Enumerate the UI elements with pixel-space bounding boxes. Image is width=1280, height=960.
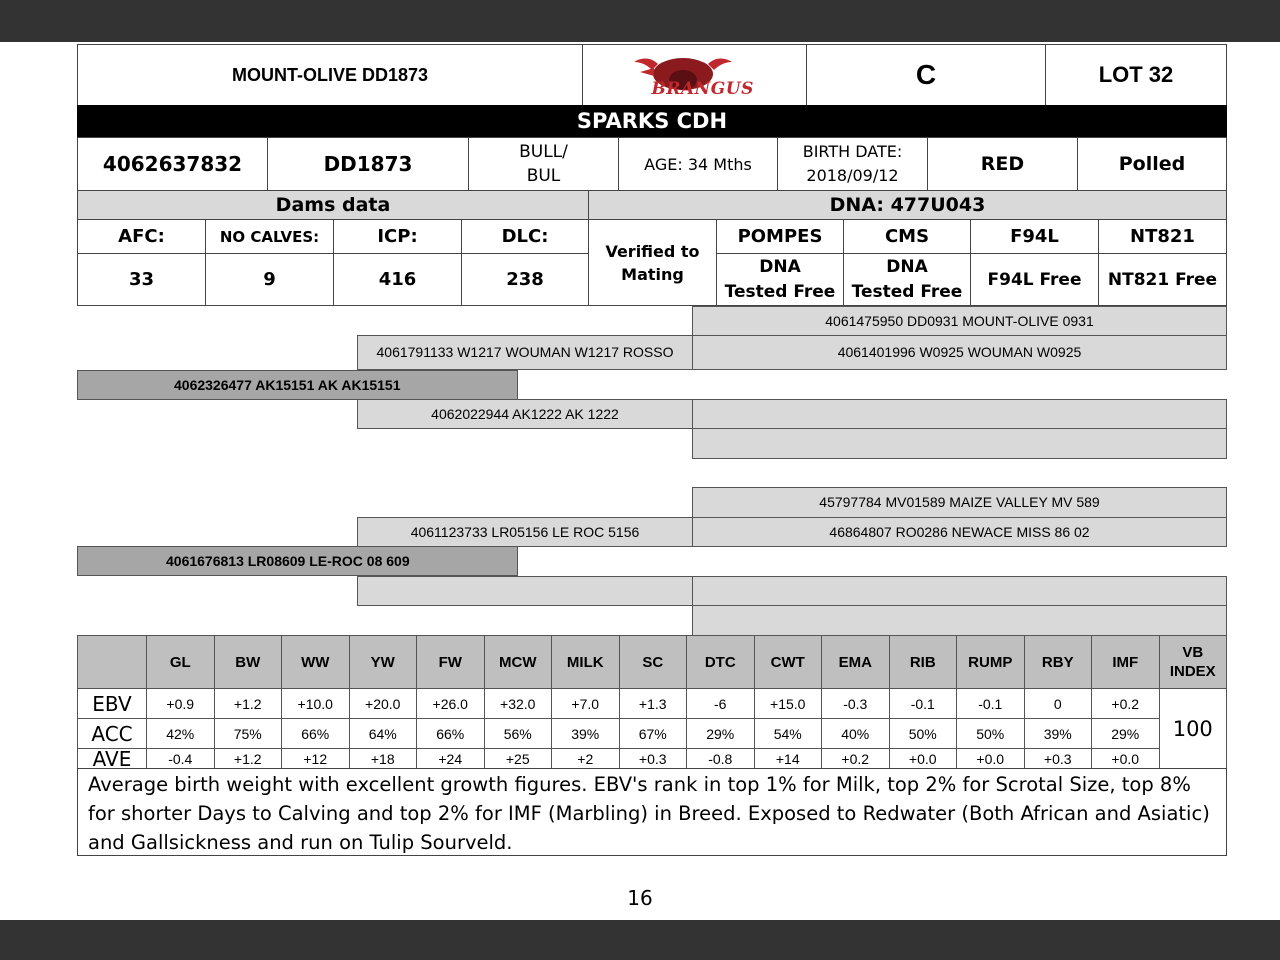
ebv-cell-ave-cwt: [754, 748, 823, 769]
ebv-col-header-ema: [821, 635, 890, 689]
colour-cell: [927, 137, 1078, 191]
pompes-result: [716, 253, 844, 306]
ebv-cell-ave-dtc: [686, 748, 755, 769]
icp-value: 416: [378, 269, 417, 290]
icp-value-cell: [333, 253, 462, 306]
ebv-cell-acc-rump: [956, 718, 1025, 749]
dlc-header: [461, 219, 589, 254]
ebv-cell-acc-imf: [1091, 718, 1160, 749]
pedigree-dsd: [692, 517, 1227, 547]
ebv-cell-acc-ema: [821, 718, 890, 749]
pedigree-sds: [692, 399, 1227, 429]
horn-cell: [1077, 137, 1227, 191]
ebv-col-header-gl: [146, 635, 215, 689]
comments-text: Average birth weight with excellent growth figures. EBV's rank in top 1% for Milk, top 2% for Scrotal Size, top 8% for shorter Days to Calving and top 2% for IMF (Marbling) in Breed. Exposed to Redwater (Both African and Asiatic) and Gallsickness and run on Tulip Sourveld.: [88, 773, 1210, 854]
ebv-cell-ave-rump: [956, 748, 1025, 769]
ebv-cell-ave-sc: [619, 748, 688, 769]
logo-cell: [582, 44, 807, 106]
ebv-col-header-milk-text: MILK: [566, 653, 604, 671]
ebv-col-header-rump-text: RUMP: [968, 653, 1013, 671]
pedigree-dss-text: 45797784 MV01589 MAIZE VALLEY MV 589: [819, 494, 1100, 510]
animal-name-cell: [77, 44, 583, 106]
pedigree-sss: [692, 306, 1227, 336]
ebv-cell-acc-gl-text: 42%: [166, 725, 195, 742]
ebv-col-header-milk: [551, 635, 620, 689]
ebv-cell-ave-bw: [214, 748, 283, 769]
ebv-cell-ave-mcw: [484, 748, 553, 769]
animal-name: MOUNT-OLIVE DD1873: [231, 64, 429, 85]
ebv-cell-acc-mcw-text: 56%: [503, 725, 532, 742]
afc-header: [77, 219, 206, 254]
calves-value-cell: [205, 253, 334, 306]
pedigree-dd: [357, 576, 693, 606]
pedigree-sdd: [692, 428, 1227, 459]
verified-line1: Verified to: [605, 241, 700, 261]
age: AGE: 34 Mths: [644, 154, 752, 174]
ebv-cell-ave-bw-text: +1.2: [233, 750, 262, 767]
verified-line2: Mating: [621, 264, 684, 284]
pedigree-sire-text: 4062326477 AK15151 AK AK15151: [174, 376, 401, 393]
ebv-cell-ave-ww: [281, 748, 350, 769]
pedigree-dss: [692, 487, 1227, 518]
ebv-cell-ebv-gl: [146, 688, 215, 719]
afc-label: AFC:: [118, 226, 165, 247]
ebv-col-header-rby-text: RBY: [1041, 653, 1074, 671]
ebv-table: [77, 635, 1227, 769]
title-bar: [77, 105, 1227, 137]
page-number: [590, 886, 690, 914]
ebv-corner: [77, 635, 147, 689]
cms-result: [843, 253, 971, 306]
pompes-header: [716, 219, 844, 254]
ebv-col-header-ww: [281, 635, 350, 689]
ebv-cell-acc-rib-text: 50%: [908, 725, 937, 742]
dna-number: DNA: 477U043: [829, 194, 986, 216]
pedigree-dam: [77, 546, 518, 576]
ebv-cell-acc-rib: [889, 718, 958, 749]
pedigree-dsd-text: 46864807 RO0286 NEWACE MISS 86 02: [829, 523, 1090, 540]
ebv-cell-acc-yw-text: 64%: [368, 725, 397, 742]
ebv-cell-acc-bw: [214, 718, 283, 749]
ebv-col-header-cwt-text: CWT: [770, 653, 805, 671]
page-number-text: 16: [627, 886, 653, 910]
ebv-cell-ave-yw-text: +18: [370, 750, 395, 767]
ebv-row-label-ave: [77, 748, 147, 769]
pedigree-ds-text: 4061123733 LR05156 LE ROC 5156: [410, 523, 640, 540]
dna-header: [588, 190, 1227, 220]
ebv-cell-ebv-rump: [956, 688, 1025, 719]
pedigree-dds: [692, 576, 1227, 606]
ebv-col-header-fw: [416, 635, 485, 689]
pedigree-sd-text: 4062022944 AK1222 AK 1222: [431, 405, 619, 422]
sex-line2: BUL: [526, 166, 561, 186]
dams-data-header: [77, 190, 589, 220]
ebv-cell-ebv-fw-text: +26.0: [432, 695, 468, 712]
f94l-header: [970, 219, 1099, 254]
ebv-row-label-ebv-text: EBV: [92, 691, 132, 716]
ebv-col-header-bw-text: BW: [235, 653, 261, 671]
birth-date-cell: [777, 137, 928, 191]
ebv-cell-ebv-yw-text: +20.0: [365, 695, 401, 712]
ebv-col-header-cwt: [754, 635, 823, 689]
ebv-cell-acc-ema-text: 40%: [841, 725, 870, 742]
pedigree-ss: [357, 335, 693, 370]
ebv-cell-acc-ww-text: 66%: [301, 725, 330, 742]
brangus-logo: [620, 50, 770, 100]
ebv-cell-ebv-fw: [416, 688, 485, 719]
ebv-cell-acc-rby-text: 39%: [1043, 725, 1072, 742]
ebv-cell-acc-mcw: [484, 718, 553, 749]
ebv-col-header-dtc: [686, 635, 755, 689]
ebv-row-label-ave-text: AVE: [92, 746, 132, 771]
ebv-cell-ave-sc-text: +0.3: [638, 750, 667, 767]
ebv-cell-ebv-imf-text: +0.2: [1111, 695, 1140, 712]
ebv-col-header-sc: [619, 635, 688, 689]
vb-index-header-index_header_line1: VB: [1182, 644, 1204, 661]
ebv-cell-ebv-rib: [889, 688, 958, 719]
ebv-cell-ave-dtc-text: -0.8: [708, 750, 733, 767]
ebv-cell-ave-ema: [821, 748, 890, 769]
cms-result-line1: DNA: [886, 256, 928, 277]
ebv-cell-acc-bw-text: 75%: [233, 725, 262, 742]
reg-number: 4062637832: [102, 152, 243, 176]
grade: C: [915, 59, 937, 90]
pedigree-ssd-text: 4061401996 W0925 WOUMAN W0925: [837, 344, 1082, 360]
pedigree-sd: [357, 399, 693, 429]
ebv-cell-acc-dtc-text: 29%: [706, 725, 735, 742]
ebv-cell-ave-rib-text: +0.0: [908, 750, 937, 767]
ebv-cell-ebv-cwt: [754, 688, 823, 719]
nt821-result-text: NT821 Free: [1107, 269, 1218, 290]
ebv-cell-ebv-rib-text: -0.1: [910, 695, 935, 712]
ebv-cell-ebv-bw-text: +1.2: [233, 695, 262, 712]
cms-result-line2: Tested Free: [851, 281, 963, 302]
viewer-top-bar: [0, 0, 1280, 42]
ebv-cell-acc-gl: [146, 718, 215, 749]
calves-label: NO CALVES:: [219, 227, 320, 246]
colour: RED: [980, 153, 1025, 175]
ebv-cell-acc-cwt-text: 54%: [773, 725, 802, 742]
reg-number-cell: [77, 137, 268, 191]
ebv-cell-acc-fw: [416, 718, 485, 749]
ebv-col-header-mcw-text: MCW: [499, 653, 537, 671]
ebv-cell-acc-ww: [281, 718, 350, 749]
age-cell: [618, 137, 778, 191]
pedigree-ddd: [692, 605, 1227, 636]
vb-index-value-text: 100: [1172, 716, 1213, 741]
id-cell: [267, 137, 469, 191]
dlc-value: 238: [506, 269, 544, 290]
animal-id: DD1873: [323, 152, 413, 176]
ebv-col-header-mcw: [484, 635, 553, 689]
f94l-result: [970, 253, 1099, 306]
pedigree-ssd: [692, 335, 1227, 370]
cms-header: [843, 219, 971, 254]
ebv-cell-ebv-cwt-text: +15.0: [770, 695, 806, 712]
ebv-cell-ebv-ema-text: -0.3: [843, 695, 868, 712]
ebv-col-header-rump: [956, 635, 1025, 689]
ebv-cell-ave-mcw-text: +25: [505, 750, 530, 767]
ebv-cell-ebv-bw: [214, 688, 283, 719]
ebv-cell-acc-sc: [619, 718, 688, 749]
ebv-row-label-acc: [77, 718, 147, 749]
pedigree-ds: [357, 517, 693, 547]
ebv-col-header-rib-text: RIB: [909, 653, 936, 671]
ebv-cell-acc-milk-text: 39%: [571, 725, 600, 742]
pompes-result-line1: DNA: [759, 256, 801, 277]
f94l-label: F94L: [1010, 226, 1059, 247]
ebv-cell-ebv-imf: [1091, 688, 1160, 719]
lot-cell: [1045, 44, 1227, 106]
ebv-cell-ebv-mcw: [484, 688, 553, 719]
ebv-cell-ave-fw: [416, 748, 485, 769]
dams-title: Dams data: [275, 194, 391, 216]
vb-index-header-index_header_line2: INDEX: [1169, 663, 1216, 680]
afc-value: 33: [128, 269, 155, 290]
ebv-col-header-ema-text: EMA: [838, 653, 872, 671]
ebv-cell-ave-ema-text: +0.2: [841, 750, 870, 767]
dlc-value-cell: [461, 253, 589, 306]
vb-index-value: [1159, 688, 1228, 769]
ebv-cell-ebv-dtc-text: -6: [714, 695, 727, 712]
ebv-cell-ebv-ema: [821, 688, 890, 719]
vb-index-header: [1159, 635, 1228, 689]
ebv-cell-ebv-mcw-text: +32.0: [500, 695, 536, 712]
cms-label: CMS: [884, 226, 930, 247]
horn-status: Polled: [1118, 153, 1186, 175]
ebv-col-header-sc-text: SC: [642, 653, 664, 671]
ebv-cell-ave-rby-text: +0.3: [1043, 750, 1072, 767]
ebv-cell-ebv-sc: [619, 688, 688, 719]
ebv-cell-ave-gl-text: -0.4: [168, 750, 193, 767]
ebv-cell-ave-rib: [889, 748, 958, 769]
ebv-cell-ave-milk-text: +2: [577, 750, 594, 767]
birth-date: 2018/09/12: [806, 166, 899, 185]
ebv-cell-acc-yw: [349, 718, 418, 749]
nt821-result: [1098, 253, 1227, 306]
ebv-cell-ebv-rby-text: 0: [1053, 695, 1062, 712]
ebv-cell-ave-imf-text: +0.0: [1111, 750, 1140, 767]
sire-title: SPARKS CDH: [576, 109, 728, 133]
ebv-col-header-yw-text: YW: [370, 653, 395, 671]
ebv-cell-ave-gl: [146, 748, 215, 769]
ebv-cell-acc-milk: [551, 718, 620, 749]
ebv-cell-acc-imf-text: 29%: [1111, 725, 1140, 742]
calves-header: [205, 219, 334, 254]
dlc-label: DLC:: [501, 226, 549, 247]
ebv-cell-ave-rby: [1024, 748, 1093, 769]
pedigree-sss-text: 4061475950 DD0931 MOUNT-OLIVE 0931: [825, 312, 1094, 329]
ebv-cell-ebv-rump-text: -0.1: [978, 695, 1003, 712]
ebv-cell-ebv-ww-text: +10.0: [297, 695, 333, 712]
calves-value: 9: [263, 269, 276, 290]
ebv-cell-ebv-yw: [349, 688, 418, 719]
ebv-col-header-rby: [1024, 635, 1093, 689]
ebv-cell-ebv-milk: [551, 688, 620, 719]
afc-value-cell: [77, 253, 206, 306]
pompes-label: POMPES: [737, 226, 823, 247]
ebv-col-header-yw: [349, 635, 418, 689]
ebv-cell-ave-fw-text: +24: [438, 750, 463, 767]
ebv-col-header-fw-text: FW: [438, 653, 462, 671]
pedigree-ss-text: 4061791133 W1217 WOUMAN W1217 ROSSO: [376, 344, 674, 360]
grade-cell: [806, 44, 1046, 106]
ebv-cell-ave-milk: [551, 748, 620, 769]
ebv-cell-acc-sc-text: 67%: [638, 725, 667, 742]
ebv-cell-acc-fw-text: 66%: [436, 725, 465, 742]
comments-box: [77, 768, 1227, 856]
logo-text: BRANGUS: [651, 79, 754, 99]
ebv-col-header-bw: [214, 635, 283, 689]
ebv-cell-ave-imf: [1091, 748, 1160, 769]
ebv-cell-ebv-dtc: [686, 688, 755, 719]
ebv-row-label-acc-text: ACC: [91, 721, 133, 746]
ebv-cell-ebv-milk-text: +7.0: [571, 695, 600, 712]
ebv-col-header-imf-text: IMF: [1112, 653, 1139, 671]
birth-label: BIRTH DATE:: [802, 142, 903, 161]
ebv-cell-ebv-sc-text: +1.3: [638, 695, 667, 712]
pedigree-dam-text: 4061676813 LR08609 LE-ROC 08 609: [166, 552, 410, 569]
ebv-col-header-dtc-text: DTC: [704, 653, 736, 671]
ebv-cell-ave-ww-text: +12: [303, 750, 328, 767]
ebv-cell-ave-cwt-text: +14: [775, 750, 800, 767]
icp-label: ICP:: [377, 226, 418, 247]
icp-header: [333, 219, 462, 254]
nt821-label: NT821: [1130, 226, 1195, 247]
sex-cell: [468, 137, 619, 191]
ebv-cell-acc-rump-text: 50%: [976, 725, 1005, 742]
ebv-cell-acc-rby: [1024, 718, 1093, 749]
ebv-cell-acc-dtc: [686, 718, 755, 749]
ebv-cell-ave-yw: [349, 748, 418, 769]
viewer-bottom-bar: [0, 920, 1280, 960]
ebv-cell-ave-rump-text: +0.0: [976, 750, 1005, 767]
pedigree-sire: [77, 370, 518, 400]
f94l-result-text: F94L Free: [987, 269, 1082, 290]
ebv-cell-acc-cwt: [754, 718, 823, 749]
ebv-col-header-ww-text: WW: [301, 653, 330, 671]
ebv-col-header-gl-text: GL: [169, 653, 191, 671]
nt821-header: [1098, 219, 1227, 254]
ebv-col-header-rib: [889, 635, 958, 689]
ebv-cell-ebv-gl-text: +0.9: [166, 695, 195, 712]
ebv-row-label-ebv: [77, 688, 147, 719]
ebv-col-header-imf: [1091, 635, 1160, 689]
pompes-result-line2: Tested Free: [724, 281, 836, 302]
ebv-cell-ebv-ww: [281, 688, 350, 719]
lot-number: LOT 32: [1098, 62, 1174, 87]
ebv-cell-ebv-rby: [1024, 688, 1093, 719]
sex-line1: BULL/: [519, 142, 568, 162]
verified-cell: [588, 219, 717, 306]
